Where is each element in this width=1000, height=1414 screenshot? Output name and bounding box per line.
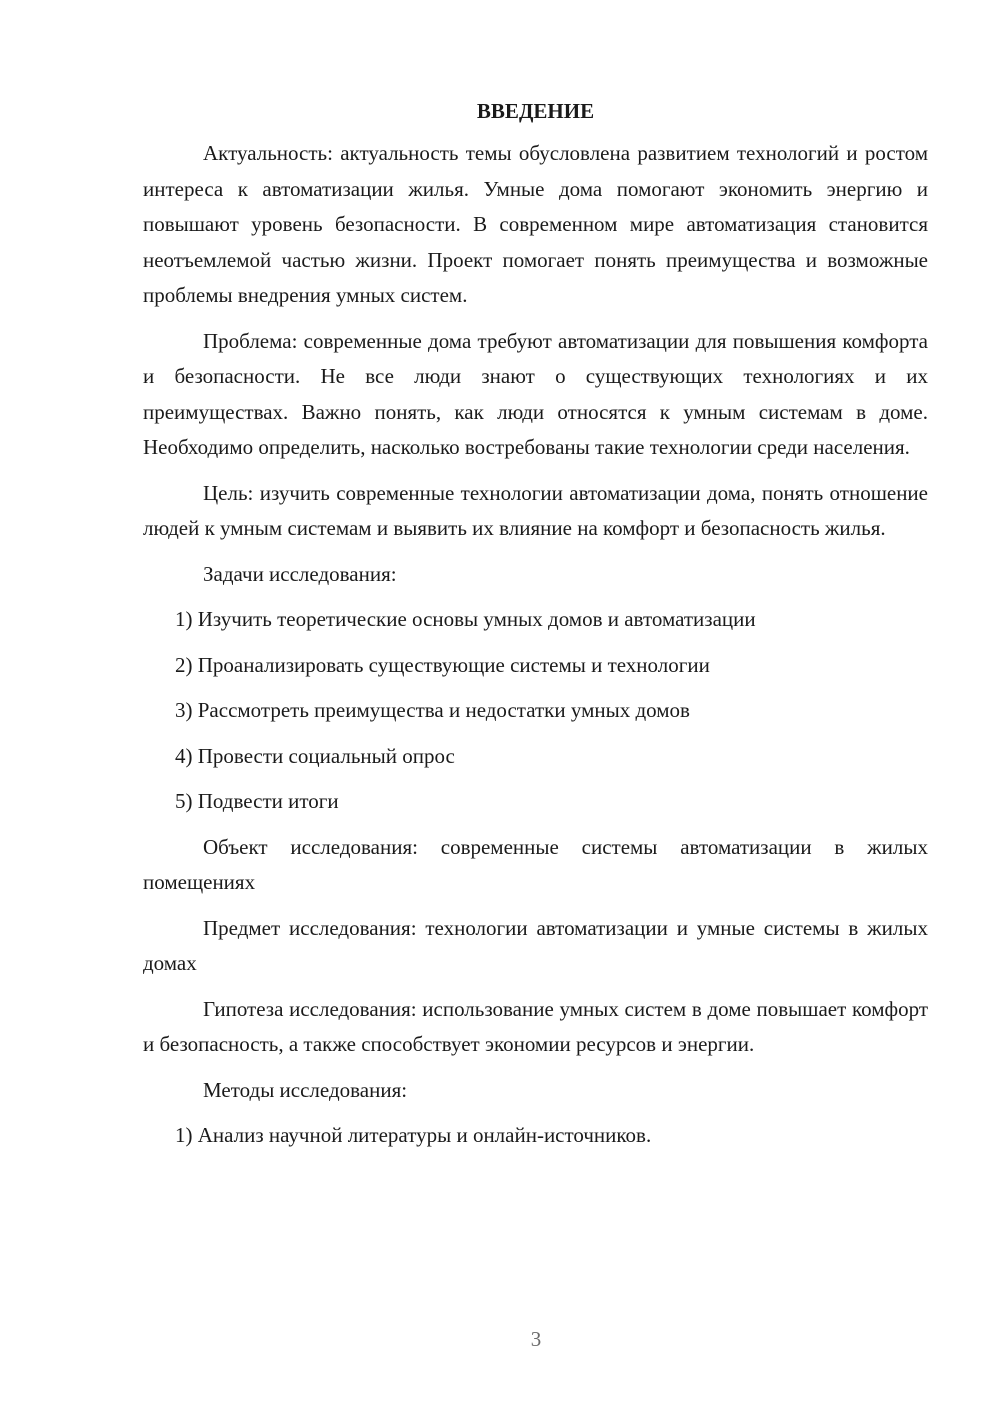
relevance-paragraph: Актуальность: актуальность темы обусловлена развитием технологий и ростом интереса к автоматизации жилья. Умные дома помогают экономить энергию и повышают уровень безопасности. В современном мире автоматизация становится неотъемлемой частью жизни. Проект помогает понять преимущества и возможные проблемы внедрения умных систем.: [143, 141, 928, 307]
document-page: [143, 96, 928, 1164]
task-item: 5) Подвести итоги: [175, 789, 339, 813]
tasks-heading: Задачи исследования:: [203, 561, 397, 586]
task-item: 4) Провести социальный опрос: [175, 743, 455, 768]
object-paragraph: Объект исследования: современные системы автоматизации в жилых помещениях: [143, 834, 928, 894]
problem-paragraph: Проблема: современные дома требуют автоматизации для повышения комфорта и безопасности. Не все люди знают о существующих технологиях и их преимуществах. Важно понять, как люди относятся к умным системам в доме. Необходимо определить, насколько востребованы такие технологии среди населения.: [143, 328, 928, 459]
section-title: ВВЕДЕНИЕ: [476, 99, 595, 123]
task-item: 3) Рассмотреть преимущества и недостатки умных домов: [175, 698, 690, 722]
hypothesis-paragraph: Гипотеза исследования: использование умных систем в доме повышает комфорт и безопасность, а также способствует экономии ресурсов и энергии.: [143, 996, 928, 1056]
goal-paragraph: Цель: изучить современные технологии автоматизации дома, понять отношение людей к умным системам и выявить их влияние на комфорт и безопасность жилья.: [143, 480, 928, 540]
task-item: 1) Изучить теоретические основы умных домов и автоматизации: [175, 607, 756, 631]
methods-heading: Методы исследования:: [203, 1077, 408, 1102]
subject-paragraph: Предмет исследования: технологии автоматизации и умные системы в жилых домах: [143, 915, 928, 975]
method-item: 1) Анализ научной литературы и онлайн-источников.: [175, 1123, 652, 1147]
page-number: 3: [530, 1327, 542, 1351]
task-item: 2) Проанализировать существующие системы и технологии: [175, 652, 710, 677]
